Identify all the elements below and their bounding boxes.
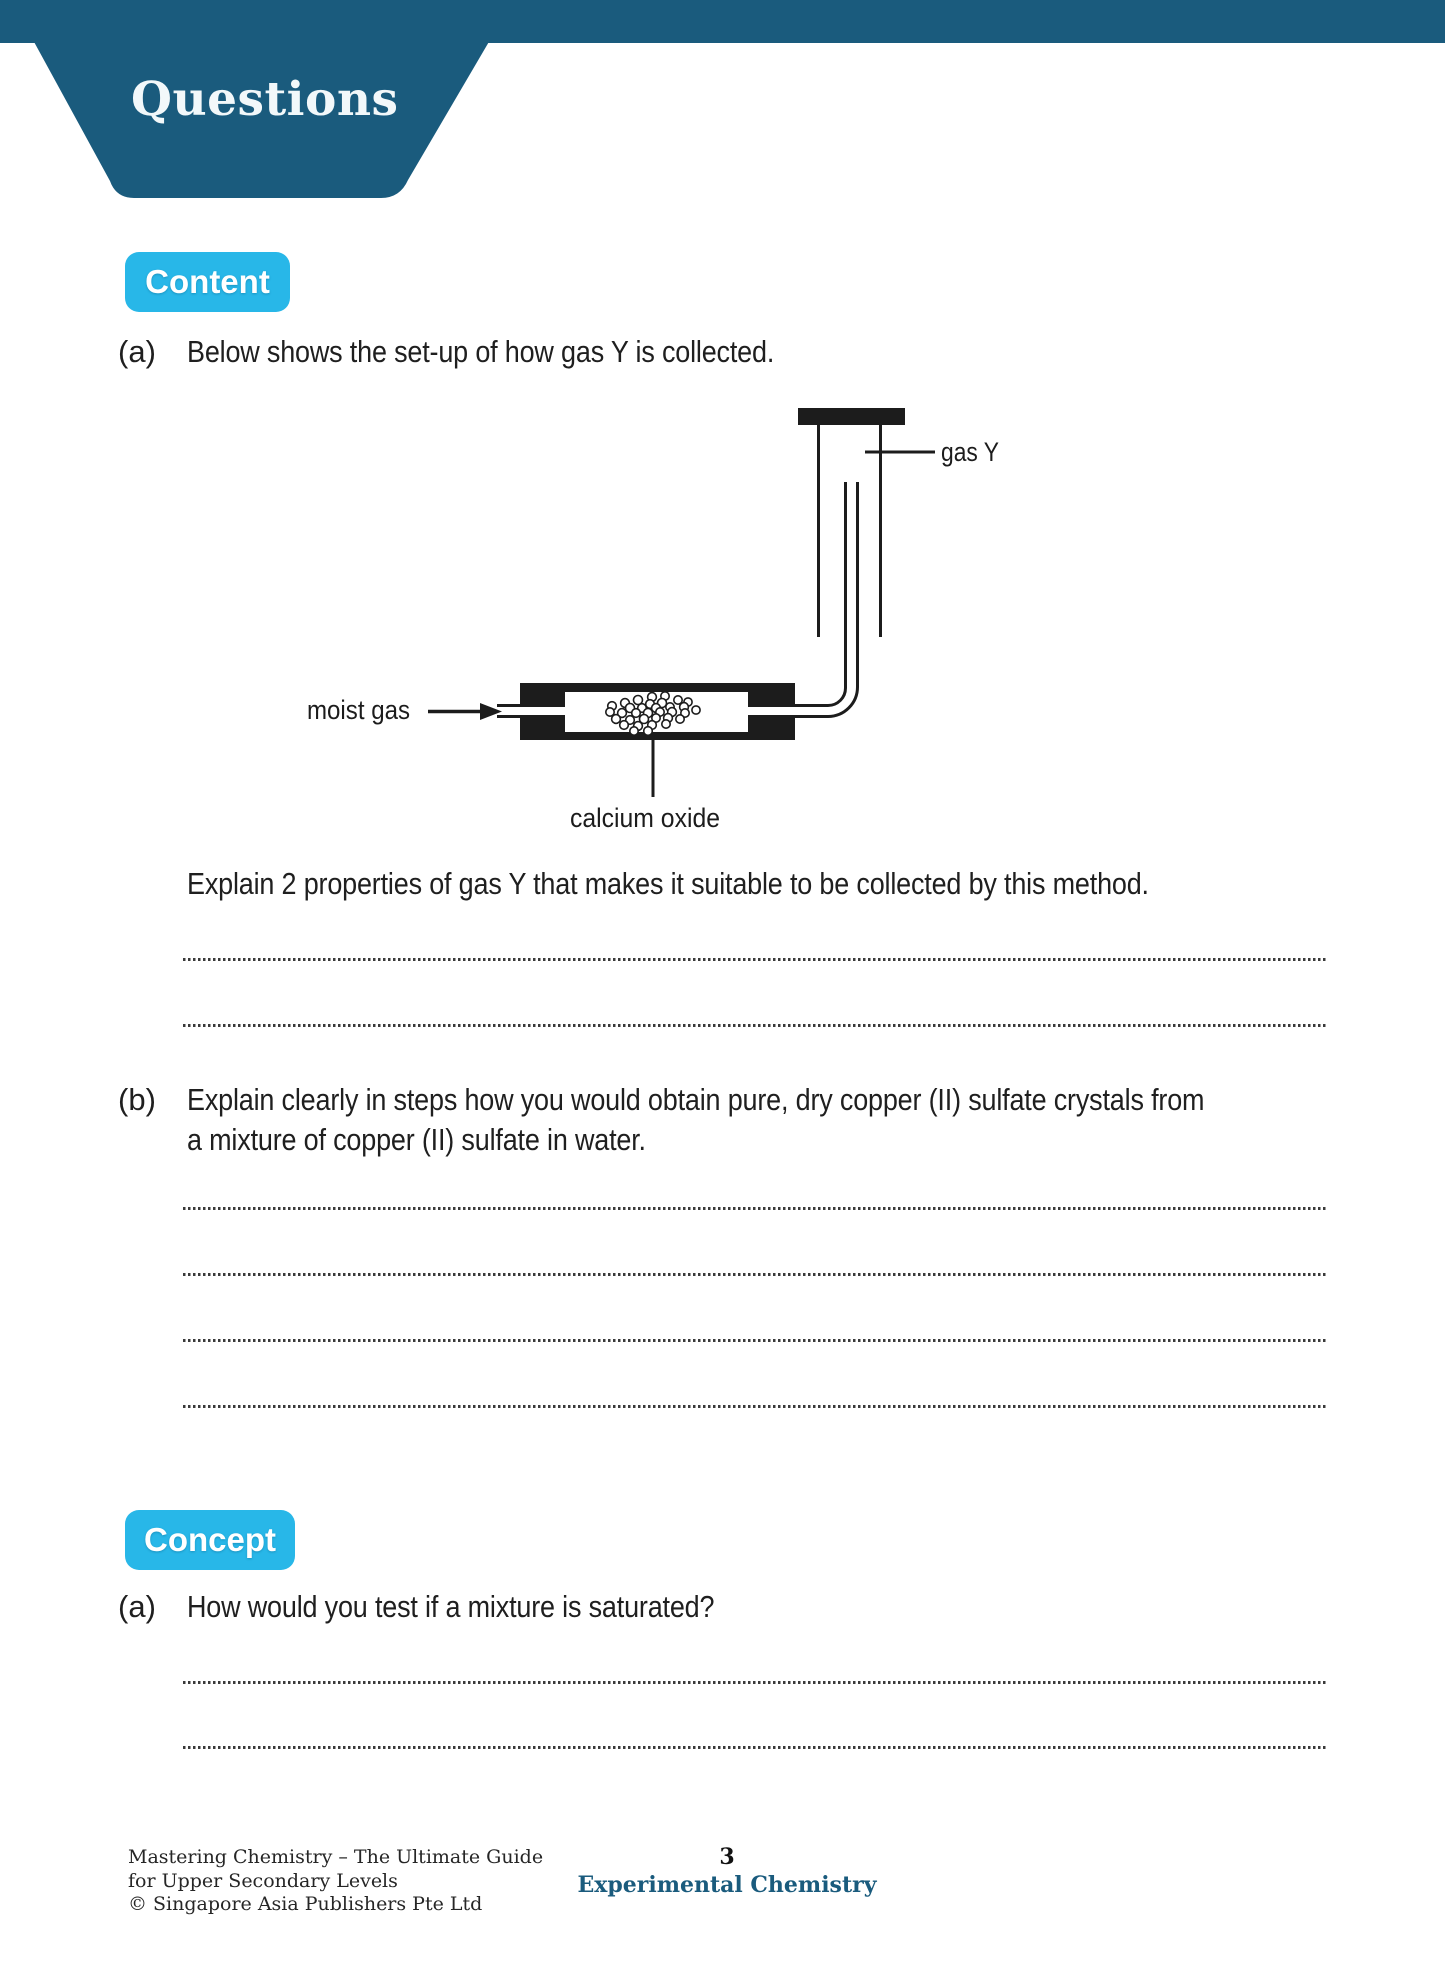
delivery-tube <box>748 482 858 717</box>
footer-imprint <box>128 1846 543 1917</box>
answer-line <box>183 1746 1327 1749</box>
page-title: Questions <box>131 72 399 127</box>
answer-line <box>183 1207 1327 1210</box>
concept-question-a-text: How would you test if a mixture is saturated? <box>187 1589 715 1624</box>
moist-gas-label: moist gas <box>307 695 410 725</box>
calcium-oxide-label: calcium oxide <box>570 803 720 833</box>
series-title: Experimental Chemistry <box>577 1872 877 1898</box>
footer-imprint-line2: for Upper Secondary Levels <box>128 1869 398 1892</box>
footer-imprint-line1: Mastering Chemistry – The Ultimate Guide <box>128 1846 544 1868</box>
answer-line <box>183 1405 1327 1408</box>
footer-imprint-line3: © Singapore Asia Publishers Pte Ltd <box>128 1893 483 1915</box>
question-a-text: Below shows the set-up of how gas Y is collected. <box>187 334 775 369</box>
answer-line <box>183 1024 1327 1027</box>
answer-line <box>183 1339 1327 1342</box>
gas-collection-diagram <box>300 400 1020 840</box>
concept-question-a-label: (a) <box>118 1589 156 1624</box>
header-banner <box>0 0 1445 215</box>
gas-jar <box>798 408 905 637</box>
question-a-label: (a) <box>118 334 156 369</box>
answer-line <box>183 1273 1327 1276</box>
moist-gas-arrow <box>428 703 502 720</box>
answer-line <box>183 958 1327 961</box>
page-number: 3 <box>719 1844 735 1870</box>
footer-center <box>577 1844 877 1898</box>
question-a-followup: Explain 2 properties of gas Y that makes it suitable to be collected by this method. <box>187 866 1149 901</box>
concept-badge: Concept <box>125 1510 295 1570</box>
question-b-text-line1: Explain clearly in steps how you would obtain pure, dry copper (II) sulfate crystals from <box>187 1082 1205 1117</box>
question-b-label: (b) <box>118 1082 156 1117</box>
gas-y-label: gas Y <box>941 437 999 467</box>
content-badge: Content <box>125 252 290 312</box>
question-b-text-line2: a mixture of copper (II) sulfate in water. <box>187 1122 646 1157</box>
gas-jar-base <box>798 408 905 425</box>
answer-line <box>183 1681 1327 1684</box>
